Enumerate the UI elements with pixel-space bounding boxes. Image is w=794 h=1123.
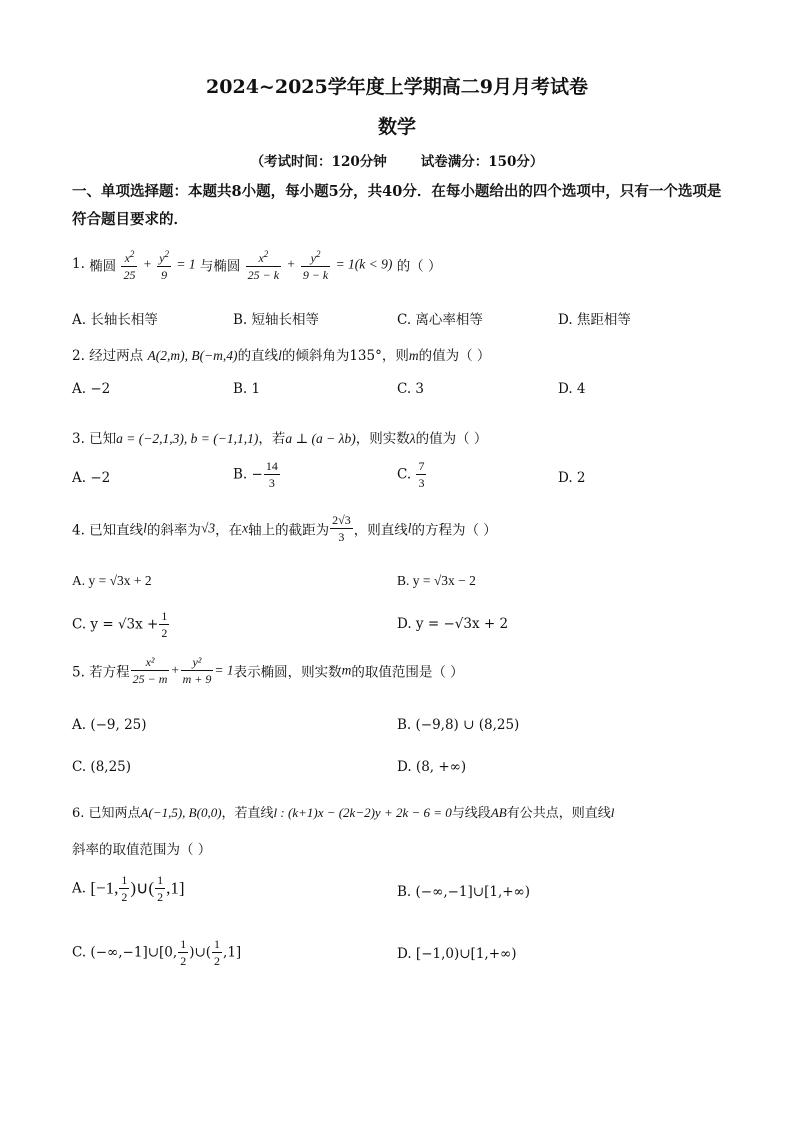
q1-eq1: = 1 [176,256,196,272]
exam-title: 2024~2025学年度上学期高二9月月考试卷 [206,76,588,98]
q6-c-post: ,1] [223,944,242,961]
q1-frac-y: $\frac{y^2}{9}$ [157,246,171,283]
q2-m: m [408,348,419,363]
q3-c-den: 3 [418,476,425,490]
q6-option-d: D. [−1,0)∪[1,+∞) [397,946,517,962]
question-5: 5. 若方程 $\frac{\text{x²}}{25 - m}$ + $\frac{\text{y²}}{m + 9}$ = 1表示椭圆，则实数m的取值范围是（ ） [72,655,464,686]
q1-frac-y2: $\frac{y^2}{9 - k}$ [301,246,330,283]
q3-text-c: ，则实数 [355,431,410,447]
q2-text-c: 的倾斜角为135°，则 [281,348,409,364]
q6-a-num2: 1 [157,873,164,887]
q4-text-c: ，在 [215,522,243,539]
q2-text-a: 2. 经过两点 [72,348,144,364]
q3-option-a: A. −2 [72,470,111,486]
q1-text-post: 的（ ） [396,258,442,275]
q5-n1: x² [131,654,170,671]
q3-c-frac [416,458,426,491]
q5-option-a: A. (−9, 25) [72,717,147,733]
question-4 [72,512,732,545]
q3-option-b [233,458,281,491]
q4-option-d [397,616,508,632]
q2-math: A(2,m), B(−m,4) [147,348,238,363]
q6-c-mid: )∪( [189,944,212,961]
q1-option-c: C. 离心率相等 [397,312,483,328]
q5-d2: m + 9 [182,672,212,686]
q2-option-a: A. −2 [72,381,111,397]
q6-a-den2: 2 [157,890,164,904]
q2-text-d: 的值为（ ） [418,348,491,364]
q6-l: l [610,805,615,820]
q6-a-frac1 [119,872,129,905]
q6-a-math2: ,1] [166,878,185,898]
q4-c-den: 2 [161,626,168,640]
q2-l: l [278,348,282,363]
q6-c-frac2 [212,936,222,969]
q6-option-c [72,936,241,969]
q6-option-a [72,872,185,905]
q5-m: m [341,662,352,678]
q5-eq: = 1 [214,662,234,678]
q5-text-a: 5. 若方程 [72,664,130,681]
q6-a-frac2 [155,872,165,905]
q5-option-b: B. (−9,8) ∪ (8,25) [397,717,520,733]
q3-b-num: 14 [265,459,278,473]
exam-info [0,150,794,170]
q3-text-a: 3. 已知 [72,431,117,447]
section-heading: 一、单项选择题：本题共8小题，每小题5分，共40分．在每小题给出的四个选项中，只有一个选项是符合题目要求的． [72,183,722,228]
full-score: 试卷满分：150分） [420,154,544,170]
q4-text-b: 的斜率为 [146,522,201,539]
q6-a-num1: 1 [121,873,128,887]
subject-title: 数学 [377,116,416,138]
q5-frac-x [131,654,170,687]
q4-num: 2√3 [332,513,351,527]
q5-frac-y [181,654,214,687]
q6-c-den1: 2 [180,954,187,968]
question-1: 1. 椭圆 $\frac{x^2}{25}$ + $\frac{y^2}{9}$ = 1 与椭圆 $\frac{x^2}{25 - k}$ + $\frac{y^2}{9 - k}$ = 1(k < 9) 的（ ） [72,246,732,283]
q4-text-a: 4. 已知直线 [72,522,144,539]
q1-eq2: = 1(k < 9) [335,256,393,272]
q4-a-text: A. y = √3x + 2 [72,573,152,588]
q1-frac-x2: $\frac{x^2}{25 - k}$ [246,246,281,283]
q4-x: x [242,520,249,536]
q3-lambda: λ [409,431,416,446]
q4-den: 3 [338,530,345,544]
q6-c-den2: 2 [214,954,221,968]
q3-math2: a ⊥ (a − λb) [285,431,356,446]
q2-option-d: D. 4 [558,381,586,397]
exam-time: （考试时间：120分钟 [250,154,387,170]
q5-n2: y² [181,654,214,671]
question-6 [72,802,732,821]
q6-c-pre: C. (−∞,−1]∪[0, [72,944,178,961]
q3-text-b: ，若 [258,431,286,447]
q6-text-d: 有公共点，则直线 [506,806,611,821]
q5-text-c: 的取值范围是（ ） [351,664,464,681]
q1-option-a: A. 长轴长相等 [72,312,158,328]
question-3 [72,427,732,447]
q5-d1: 25 − m [132,672,168,686]
q4-text-e: ，则直线 [353,522,408,539]
q5-option-d: D. (8, +∞) [397,759,467,775]
q3-c-num: 7 [418,459,425,473]
q4-sqrt3: √3 [200,520,216,536]
q1-option-b: B. 短轴长相等 [233,312,320,328]
q4-c-pre: C. y = √3x + [72,616,159,633]
q4-c-num: 1 [161,609,168,623]
q4-option-b [397,573,476,589]
q4-text-f: 的方程为（ ） [411,522,497,539]
q2-option-b: B. 1 [233,381,261,397]
q4-l2: l [407,520,412,536]
q3-math1: a = (−2,1,3), b = (−1,1,1) [116,431,259,446]
q6-text-a: 6. 已知两点 [72,806,141,821]
question-2 [72,344,732,364]
q6-math1: A(−1,5), B(0,0) [140,805,222,820]
q6-c-frac1 [178,936,188,969]
q3-b-frac [264,458,280,491]
q3-text-d: 的值为（ ） [415,431,488,447]
q6-text-c: 与线段 [451,806,491,821]
q6-c-num2: 1 [214,937,221,951]
q4-b-text: B. y = √3x − 2 [397,573,476,588]
q6-text-b: ，若直线 [221,806,274,821]
q1-option-d: D. 焦距相等 [558,312,631,328]
q4-l1: l [143,520,147,536]
q3-b-pre: B. − [233,466,263,483]
q3-b-den: 3 [268,476,275,490]
q1-text-pre: 椭圆 [89,258,117,275]
q5-option-c: C. (8,25) [72,759,132,775]
q4-c-frac [159,608,169,641]
q4-text-d: 轴上的截距为 [248,522,330,539]
q3-option-d: D. 2 [558,470,586,486]
q4-option-c [72,608,170,641]
question-6-line2: 斜率的取值范围为（ ） [72,842,212,858]
q4-option-a [72,573,152,589]
q1-frac-x: $\frac{x^2}{25}$ [121,246,137,283]
q4-frac [330,512,353,545]
q3-c-pre: C. [397,466,416,483]
q6-option-b: B. (−∞,−1]∪[1,+∞) [397,884,531,900]
q6-a-math1: [−1, [90,878,119,898]
q6-a-pre: A. [72,880,87,897]
q1-number: 1. [72,256,85,272]
q6-a-mid: )∪( [130,878,155,898]
q6-ab: AB [490,805,507,820]
q4-d-text: D. y = −√3x + 2 [397,616,509,632]
q2-text-b: 的直线 [237,348,279,364]
q6-math2: l : (k+1)x − (2k−2)y + 2k − 6 = 0 [273,805,452,820]
q1-text-mid: 与椭圆 [199,258,241,275]
q6-a-den1: 2 [121,890,128,904]
q5-text-b: 表示椭圆，则实数 [233,664,342,681]
q2-option-c: C. 3 [397,381,425,397]
q3-option-c [397,458,427,491]
q6-c-num1: 1 [180,937,187,951]
